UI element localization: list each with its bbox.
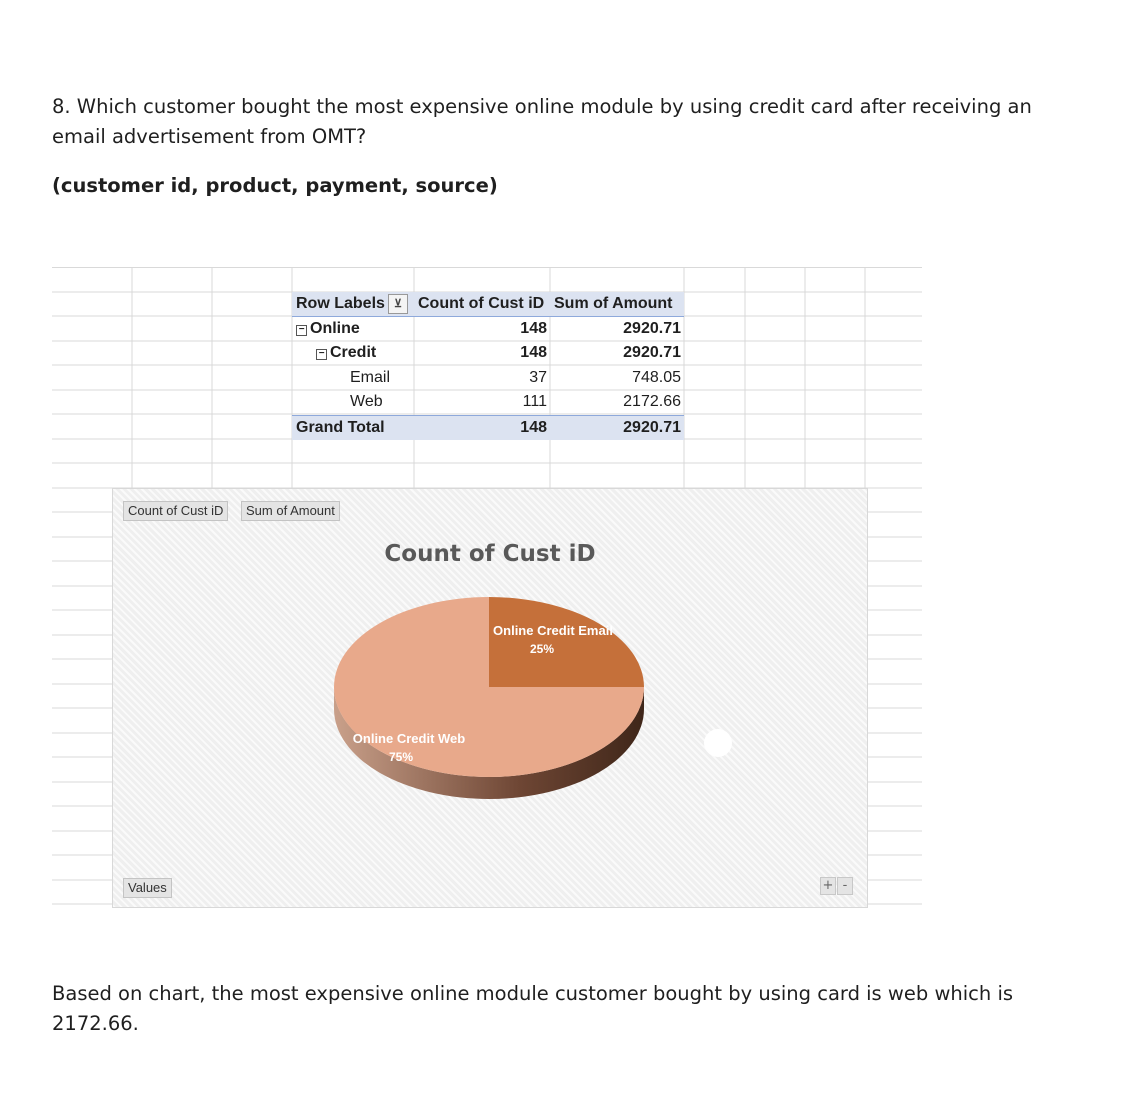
- count-field-button[interactable]: Count of Cust iD: [123, 501, 228, 521]
- answer-text: Based on chart, the most expensive online module customer bought by using card is web which is 2172.66.: [52, 982, 1014, 1035]
- pivot-grand-total-row: [292, 415, 684, 440]
- values-field-button[interactable]: Values: [123, 878, 172, 898]
- grand-total-label: Grand Total: [296, 419, 385, 436]
- sum-field-button[interactable]: Sum of Amount: [241, 501, 340, 521]
- count-value: 148: [520, 419, 547, 436]
- slice-label-percent: 75%: [388, 750, 414, 764]
- sum-value: 748.05: [632, 369, 681, 386]
- slice-label-category: Online Credit Web: [352, 731, 466, 746]
- count-header: Count of Cust iD: [418, 295, 545, 312]
- circle-icon: [704, 729, 732, 757]
- slice-label-percent: 25%: [529, 642, 555, 656]
- expand-collapse-buttons: [819, 877, 853, 895]
- collapse-icon[interactable]: −: [296, 325, 307, 336]
- row-label: Email: [350, 369, 391, 386]
- row-label: Online: [310, 320, 360, 337]
- count-value: 148: [520, 320, 547, 337]
- pivot-header-row: [292, 292, 684, 317]
- row-label: Credit: [330, 344, 377, 361]
- sum-value: 2920.71: [623, 320, 681, 337]
- count-value: 148: [520, 344, 547, 361]
- question-text: 8. Which customer bought the most expensive online module by using credit card after receiving an email advertisement from OMT?: [52, 95, 1032, 148]
- pie-slice-online-credit-email[interactable]: [489, 597, 644, 687]
- plus-icon[interactable]: +: [820, 877, 836, 895]
- pivot-row-online: [292, 317, 684, 341]
- pivot-row-credit: [292, 341, 684, 365]
- minus-icon[interactable]: -: [837, 877, 853, 895]
- collapse-icon[interactable]: −: [316, 349, 327, 360]
- sum-header: Sum of Amount: [554, 295, 673, 312]
- count-value: 111: [522, 393, 547, 410]
- row-label: Web: [350, 393, 383, 410]
- question-fields: (customer id, product, payment, source): [52, 174, 498, 197]
- count-value: 37: [529, 369, 547, 386]
- sum-value: 2920.71: [623, 419, 681, 436]
- pivot-row-web: [292, 390, 684, 414]
- filter-icon[interactable]: ⊻: [388, 294, 408, 314]
- sum-value: 2920.71: [623, 344, 681, 361]
- slice-label-category: Online Credit Email: [493, 623, 613, 638]
- sum-value: 2172.66: [623, 393, 681, 410]
- pie-chart: [113, 489, 867, 907]
- chart-title: Count of Cust iD: [384, 541, 596, 567]
- pivot-chart[interactable]: [112, 488, 868, 908]
- pivot-row-email: [292, 366, 684, 390]
- row-labels-header: Row Labels: [296, 295, 385, 312]
